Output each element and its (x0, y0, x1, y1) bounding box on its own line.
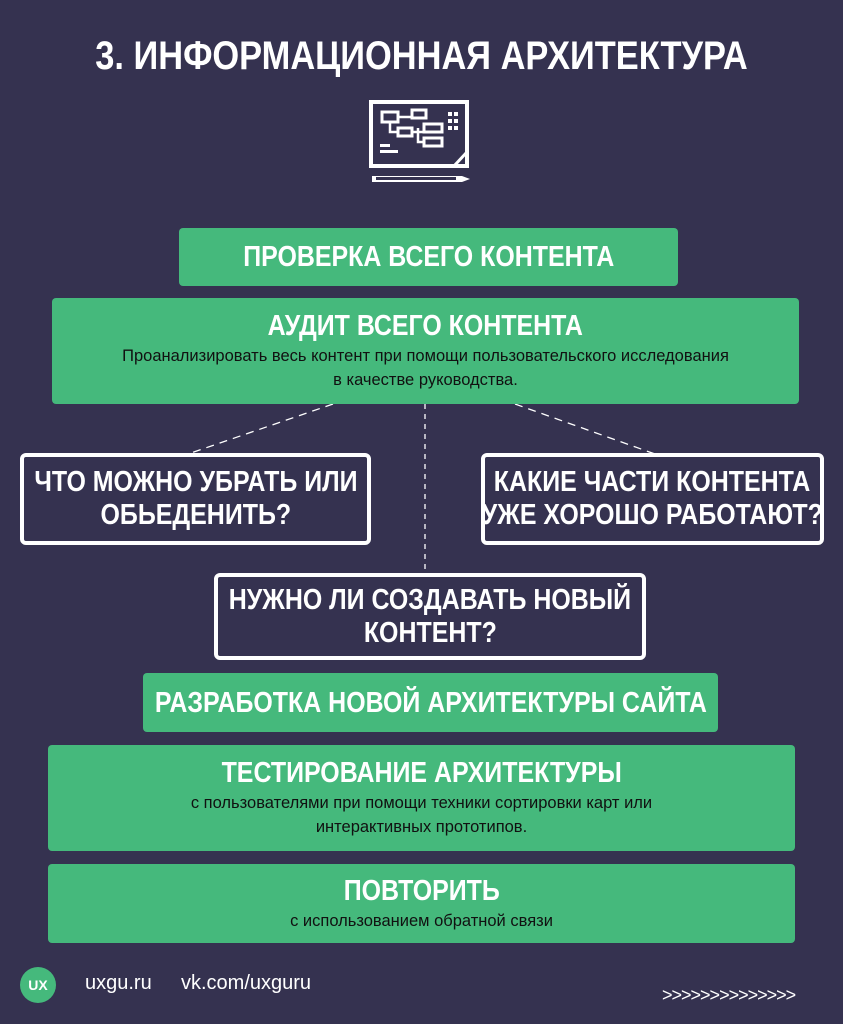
step-test-desc-line2: интерактивных прототипов. (315, 818, 528, 836)
step-repeat-title: ПОВТОРИТЬ (343, 874, 500, 907)
question-remove-line1: ЧТО МОЖНО УБРАТЬ ИЛИ (33, 466, 358, 498)
step-test-architecture (48, 745, 795, 851)
ux-logo: UX (20, 967, 56, 1003)
page-title: 3. ИНФОРМАЦИОННАЯ АРХИТЕКТУРА (95, 34, 748, 78)
question-working-parts (481, 453, 824, 545)
step-develop-architecture (143, 673, 718, 732)
step-repeat-desc: с использованием обратной связи (290, 911, 553, 930)
question-working-line2: УЖЕ ХОРОШО РАБОТАЮТ? (481, 499, 824, 531)
step-develop-title: РАЗРАБОТКА НОВОЙ АРХИТЕКТУРЫ САЙТА (154, 686, 707, 719)
question-new-content (214, 573, 646, 660)
step-audit-desc-line1: Проанализировать весь контент при помощи пользовательского исследования (122, 347, 729, 365)
step-repeat (48, 864, 795, 943)
decorative-arrows: >>>>>>>>>>>>>> (662, 985, 796, 1005)
site-link[interactable]: uxgu.ru (85, 972, 152, 994)
question-new-line2: КОНТЕНТ? (363, 616, 497, 649)
step-check-title: ПРОВЕРКА ВСЕГО КОНТЕНТА (242, 241, 615, 273)
step-audit-desc-line2: в качестве руководства. (333, 371, 518, 389)
question-remove-merge (20, 453, 371, 545)
step-test-desc-line1: с пользователями при помощи техники сортировки карт или (190, 794, 653, 812)
question-new-line1: НУЖНО ЛИ СОЗДАВАТЬ НОВЫЙ (228, 583, 632, 616)
step-audit-content (52, 298, 799, 404)
step-test-title: ТЕСТИРОВАНИЕ АРХИТЕКТУРЫ (221, 757, 622, 789)
question-remove-line2: ОБЬЕДЕНИТЬ? (100, 499, 291, 531)
vk-link[interactable]: vk.com/uxguru (181, 972, 312, 994)
question-working-line1: КАКИЕ ЧАСТИ КОНТЕНТА (494, 466, 811, 498)
step-check-content (179, 228, 678, 286)
step-audit-title: АУДИТ ВСЕГО КОНТЕНТА (267, 310, 584, 342)
